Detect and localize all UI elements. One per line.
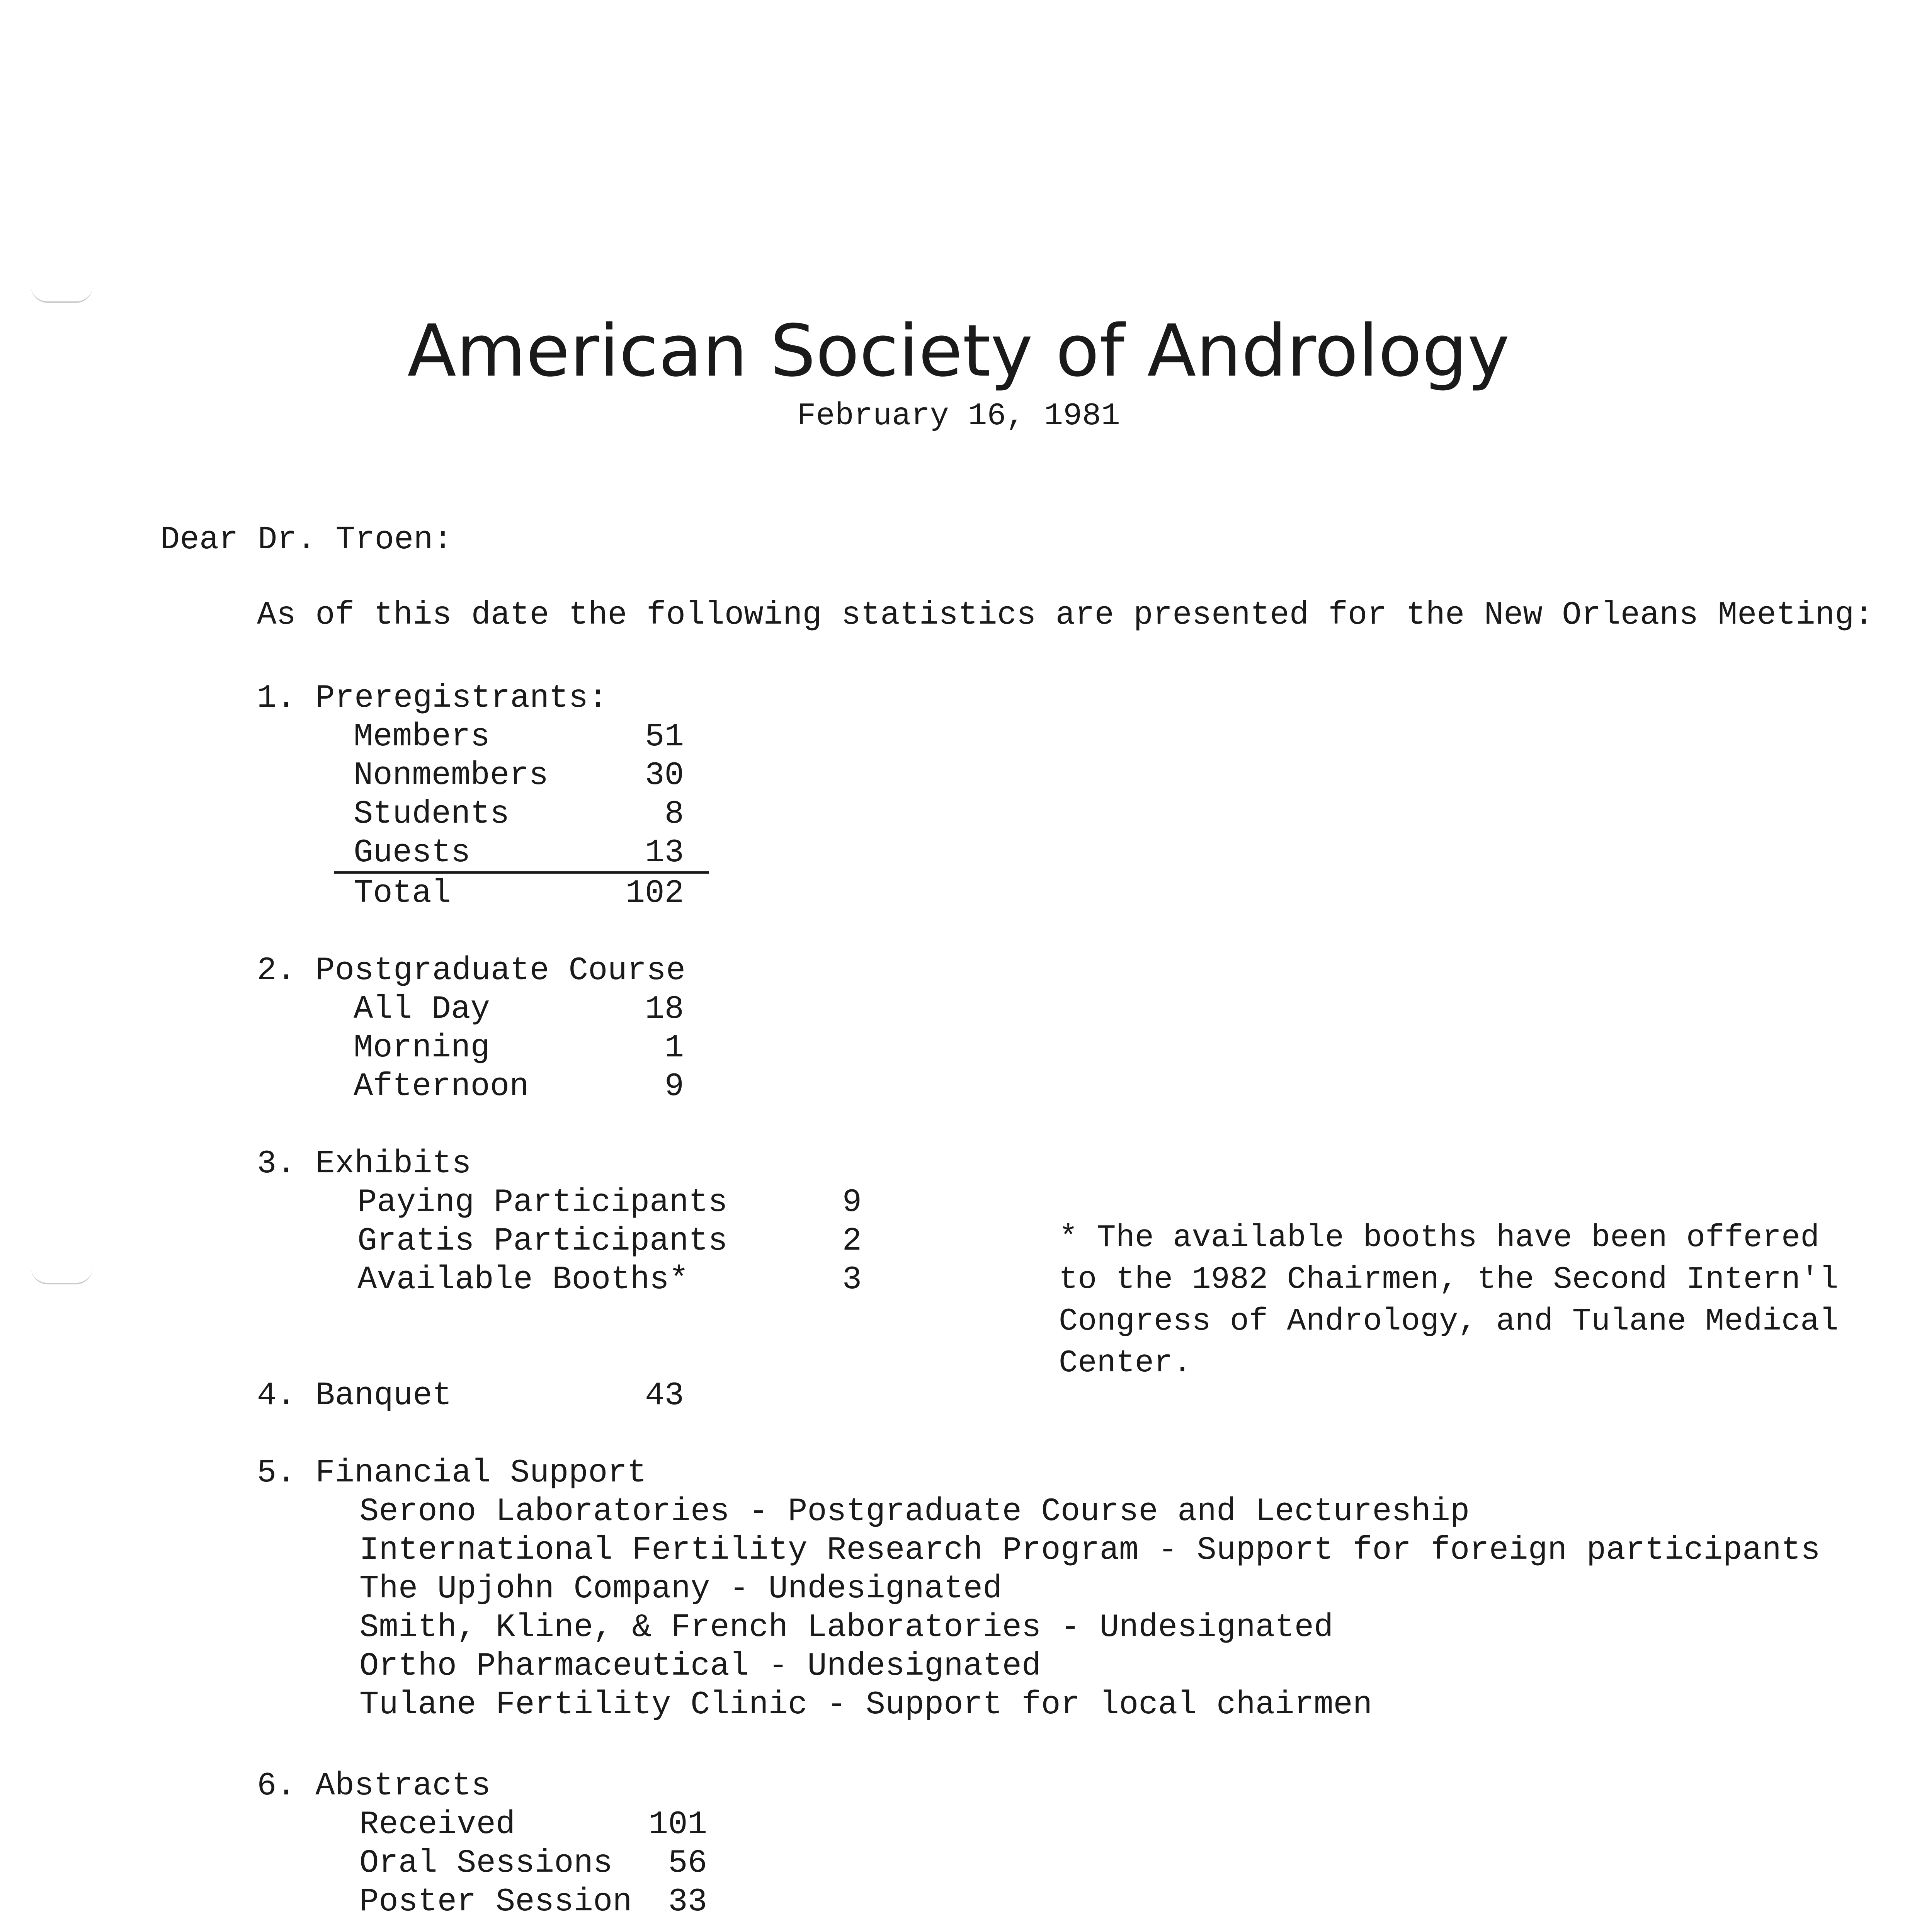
- section-heading: 1. Preregistrants:: [257, 680, 608, 717]
- row-value: 2: [842, 1223, 862, 1260]
- row-label: Received: [359, 1806, 515, 1843]
- row-value: 8: [664, 796, 684, 833]
- total-value: 102: [625, 875, 684, 912]
- intro-line: As of this date the following statistics are presented for the New Orleans Meeting:: [257, 597, 1874, 634]
- row-label: Oral Sessions: [359, 1845, 613, 1882]
- section-heading: 4. Banquet: [257, 1378, 452, 1414]
- row-label: Nonmembers: [354, 757, 549, 794]
- note-line: Center.: [1059, 1345, 1192, 1381]
- row-value: 43: [645, 1378, 684, 1414]
- row-value: 13: [645, 835, 684, 871]
- row-value: 56: [668, 1845, 707, 1882]
- row-value: 18: [645, 991, 684, 1028]
- list-item: Smith, Kline, & French Laboratories - Undesignated: [359, 1609, 1334, 1646]
- row-label: Gratis Participants: [357, 1223, 728, 1260]
- page-title: American Society of Andrology: [407, 309, 1510, 393]
- section-heading: 5. Financial Support: [257, 1455, 647, 1492]
- row-label: All Day: [354, 991, 490, 1028]
- row-label: Poster Session: [359, 1884, 632, 1920]
- scan-mark: [31, 1267, 93, 1284]
- list-item: Ortho Pharmaceutical - Undesignated: [359, 1648, 1041, 1685]
- row-value: 9: [664, 1068, 684, 1105]
- section-heading: 2. Postgraduate Course: [257, 952, 685, 989]
- row-value: 1: [664, 1030, 684, 1066]
- row-label: Students: [354, 796, 510, 833]
- total-rule: [334, 871, 709, 874]
- note-line: * The available booths have been offered: [1059, 1220, 1820, 1256]
- row-label: Paying Participants: [357, 1184, 728, 1221]
- salutation: Dear Dr. Troen:: [160, 522, 453, 558]
- row-value: 30: [645, 757, 684, 794]
- section-heading: 6. Abstracts: [257, 1768, 491, 1804]
- row-label: Guests: [354, 835, 471, 871]
- list-item: Serono Laboratories - Postgraduate Course and Lectureship: [359, 1493, 1470, 1530]
- list-item: Tulane Fertility Clinic - Support for local chairmen: [359, 1687, 1373, 1723]
- row-value: 3: [842, 1262, 862, 1298]
- total-label: Total: [354, 875, 451, 912]
- row-label: Morning: [354, 1030, 490, 1066]
- row-value: 51: [645, 719, 684, 755]
- row-value: 33: [668, 1884, 707, 1920]
- row-label: Available Booths*: [357, 1262, 689, 1298]
- note-line: to the 1982 Chairmen, the Second Intern'l: [1059, 1262, 1839, 1298]
- section-heading: 3. Exhibits: [257, 1146, 471, 1182]
- letter-date: February 16, 1981: [797, 398, 1120, 434]
- list-item: The Upjohn Company - Undesignated: [359, 1571, 1002, 1607]
- note-line: Congress of Andrology, and Tulane Medical: [1059, 1303, 1839, 1339]
- row-value: 9: [842, 1184, 862, 1221]
- row-value: 101: [648, 1806, 707, 1843]
- row-label: Afternoon: [354, 1068, 529, 1105]
- booths-footnote: [1059, 1217, 1890, 1384]
- list-item: International Fertility Research Program - Support for foreign participants: [359, 1532, 1820, 1569]
- row-label: Members: [354, 719, 490, 755]
- scan-mark: [31, 286, 93, 303]
